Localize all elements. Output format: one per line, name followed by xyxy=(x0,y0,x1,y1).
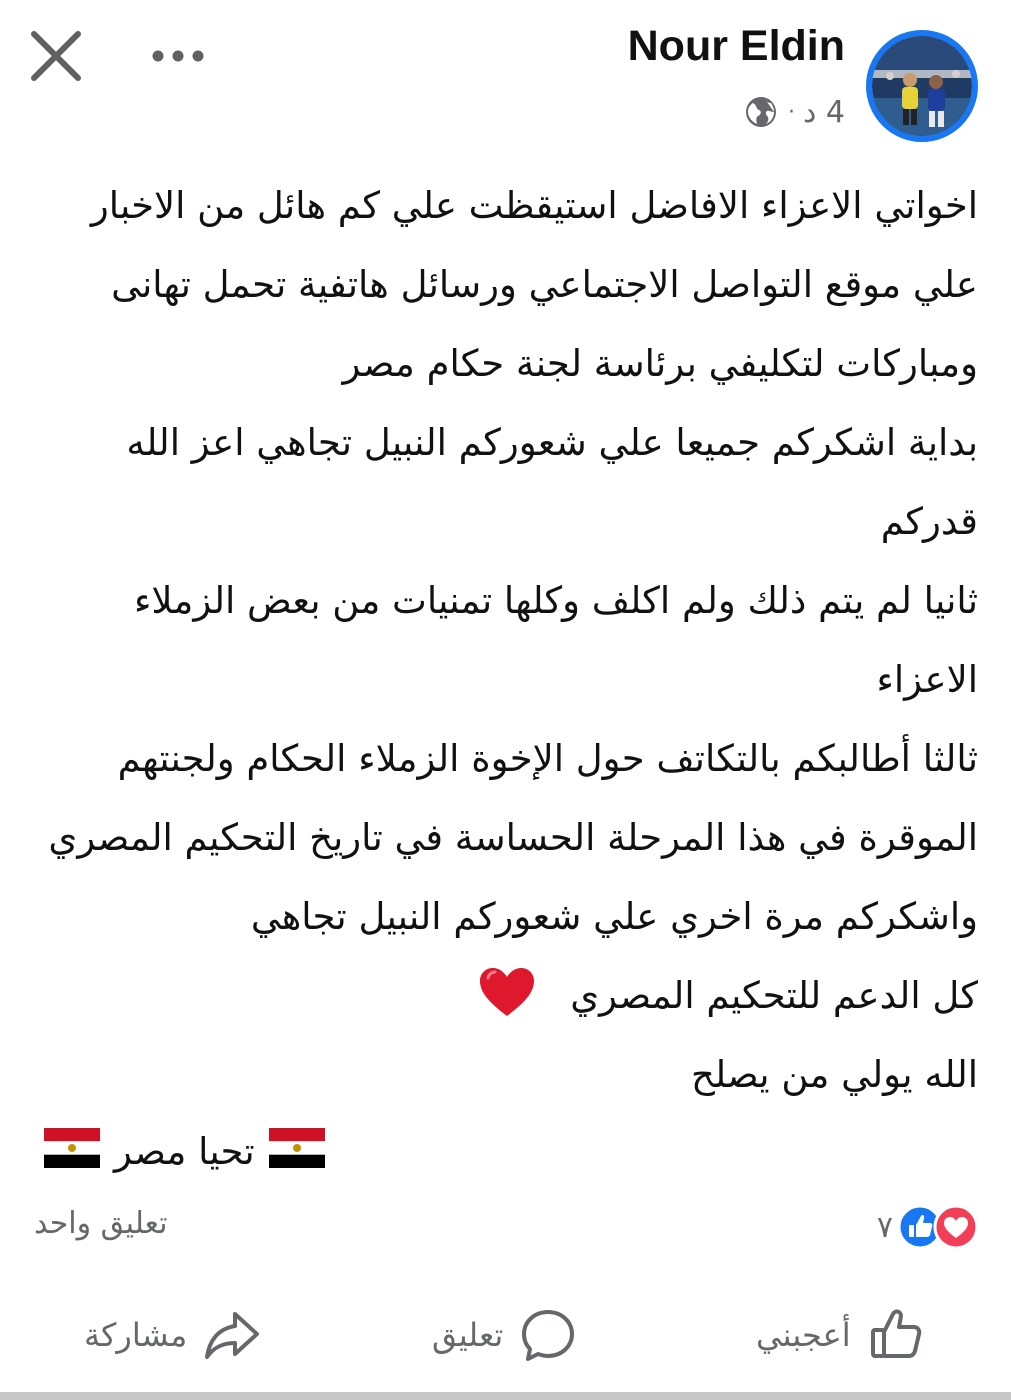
post-line-with-heart xyxy=(34,956,978,1035)
author-name[interactable]: Nour Eldin xyxy=(627,22,845,70)
share-button[interactable] xyxy=(84,1290,261,1380)
post-line: واشكركم مرة اخري علي شعوركم النبيل تجاهي xyxy=(250,895,978,938)
post-line: الاعزاء xyxy=(876,658,978,701)
love-reaction-icon xyxy=(933,1204,979,1250)
thumbs-up-icon xyxy=(867,1306,925,1364)
like-button[interactable] xyxy=(756,1290,925,1380)
post-line: قدركم xyxy=(880,500,978,543)
post-meta xyxy=(744,92,845,132)
egypt-flag-icon xyxy=(44,1128,100,1168)
like-label: أعجبني xyxy=(756,1316,851,1354)
post-line: علي موقع التواصل الاجتماعي ورسائل هاتفية تحمل تهانى xyxy=(111,263,978,306)
globe-icon[interactable] xyxy=(744,95,778,129)
comment-bubble-icon xyxy=(519,1306,577,1364)
more-options-button[interactable] xyxy=(146,36,210,76)
closing-text: تحيا مصر xyxy=(114,1130,255,1173)
share-label: مشاركة xyxy=(84,1316,188,1354)
share-arrow-icon xyxy=(203,1306,261,1364)
avatar[interactable] xyxy=(866,30,978,142)
reactions-summary[interactable] xyxy=(877,1202,979,1252)
close-button[interactable] xyxy=(28,28,84,84)
meta-separator: · xyxy=(788,99,795,125)
bottom-divider xyxy=(0,1392,1011,1400)
post-header xyxy=(0,0,1011,150)
post-text xyxy=(34,166,978,1114)
comment-button[interactable] xyxy=(432,1290,577,1380)
comment-label: تعليق xyxy=(432,1316,504,1354)
post-line: الله يولي من يصلح xyxy=(691,1053,978,1096)
post-line: كل الدعم للتحكيم المصري xyxy=(570,974,978,1017)
avatar-photo xyxy=(872,36,972,136)
more-icon xyxy=(146,36,210,76)
reaction-icons xyxy=(897,1204,979,1250)
heart-icon xyxy=(478,966,536,1018)
closing-line xyxy=(44,1112,325,1191)
post-line: الموقرة في هذا المرحلة الحساسة في تاريخ التحكيم المصري xyxy=(48,816,978,859)
post-line: ثالثا أطالبكم بالتكاتف حول الإخوة الزملاء الحكام ولجنتهم xyxy=(117,737,978,780)
reaction-count: ٧ xyxy=(876,1209,893,1245)
post-line: اخواتي الاعزاء الافاضل استيقظت علي كم هائل من الاخبار xyxy=(90,184,978,227)
action-bar xyxy=(0,1290,1011,1380)
post-line: ومباركات لتكليفي برئاسة لجنة حكام مصر xyxy=(342,342,978,385)
comment-count[interactable]: تعليق واحد xyxy=(34,1206,168,1241)
post-line: ثانيا لم يتم ذلك ولم اكلف وكلها تمنيات من بعض الزملاء xyxy=(134,579,978,622)
post-line: بداية اشكركم جميعا علي شعوركم النبيل تجاهي اعز الله xyxy=(126,421,978,464)
post-time[interactable]: 4 د xyxy=(803,94,845,130)
close-icon xyxy=(28,28,84,84)
egypt-flag-icon xyxy=(269,1128,325,1168)
